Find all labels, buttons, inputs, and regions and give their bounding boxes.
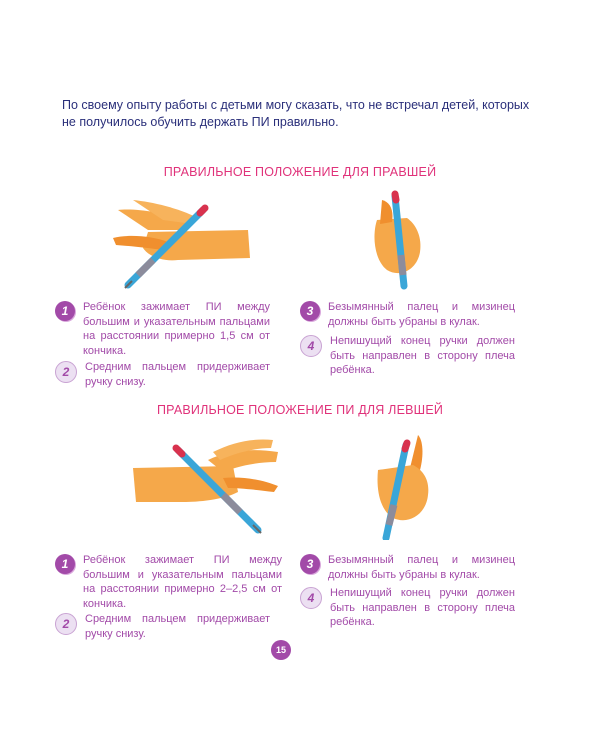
step-4-right (300, 334, 515, 378)
step-text: Безымянный палец и мизинец должны быть убраны в кулак. (328, 554, 515, 581)
section-heading-right-handed: ПРАВИЛЬНОЕ ПОЛОЖЕНИЕ ДЛЯ ПРАВШЕЙ (163, 165, 437, 179)
step-2-left (55, 612, 270, 641)
step-number-badge: 1 (55, 301, 75, 321)
page-number: 15 (271, 640, 291, 660)
step-1-left (55, 553, 282, 611)
step-text: Непишущий конец ручки должен быть направлен в сторону плеча ребёнка. (330, 587, 515, 628)
step-text: Безымянный палец и мизинец должны быть убраны в кулак. (328, 301, 515, 328)
step-text: Средним пальцем придерживает ручку снизу. (85, 361, 270, 388)
step-3-right (300, 300, 515, 329)
right-hand-front-illustration (362, 190, 432, 290)
step-4-left (300, 586, 515, 630)
left-hand-front-illustration (368, 430, 438, 540)
step-number-badge: 4 (300, 335, 322, 357)
intro-paragraph: По своему опыту работы с детьми могу сказать, что не встречал детей, которых не получилось обучить держать ПИ правильно. (62, 98, 530, 129)
step-2-right (55, 360, 270, 389)
step-1-right (55, 300, 270, 358)
step-number-badge: 2 (55, 613, 77, 635)
left-hand-side-illustration (128, 430, 288, 535)
step-number-badge: 4 (300, 587, 322, 609)
step-3-left (300, 553, 515, 582)
step-number-badge: 3 (300, 554, 320, 574)
step-text: Средним пальцем придерживает ручку снизу. (85, 613, 270, 640)
right-hand-side-illustration (108, 190, 258, 290)
step-number-badge: 1 (55, 554, 75, 574)
step-number-badge: 2 (55, 361, 77, 383)
section-heading-left-handed: ПРАВИЛЬНОЕ ПОЛОЖЕНИЕ ПИ ДЛЯ ЛЕВШЕЙ (156, 403, 444, 417)
step-text: Ребёнок зажимает ПИ между большим и указательным пальцами на расстоянии примерно 2–2,5 см от кончика. (83, 554, 282, 610)
step-text: Ребёнок зажимает ПИ между большим и указательным пальцами на расстоянии примерно 1,5 см от кончика. (83, 301, 270, 357)
step-number-badge: 3 (300, 301, 320, 321)
step-text: Непишущий конец ручки должен быть направлен в сторону плеча ребёнка. (330, 335, 515, 376)
